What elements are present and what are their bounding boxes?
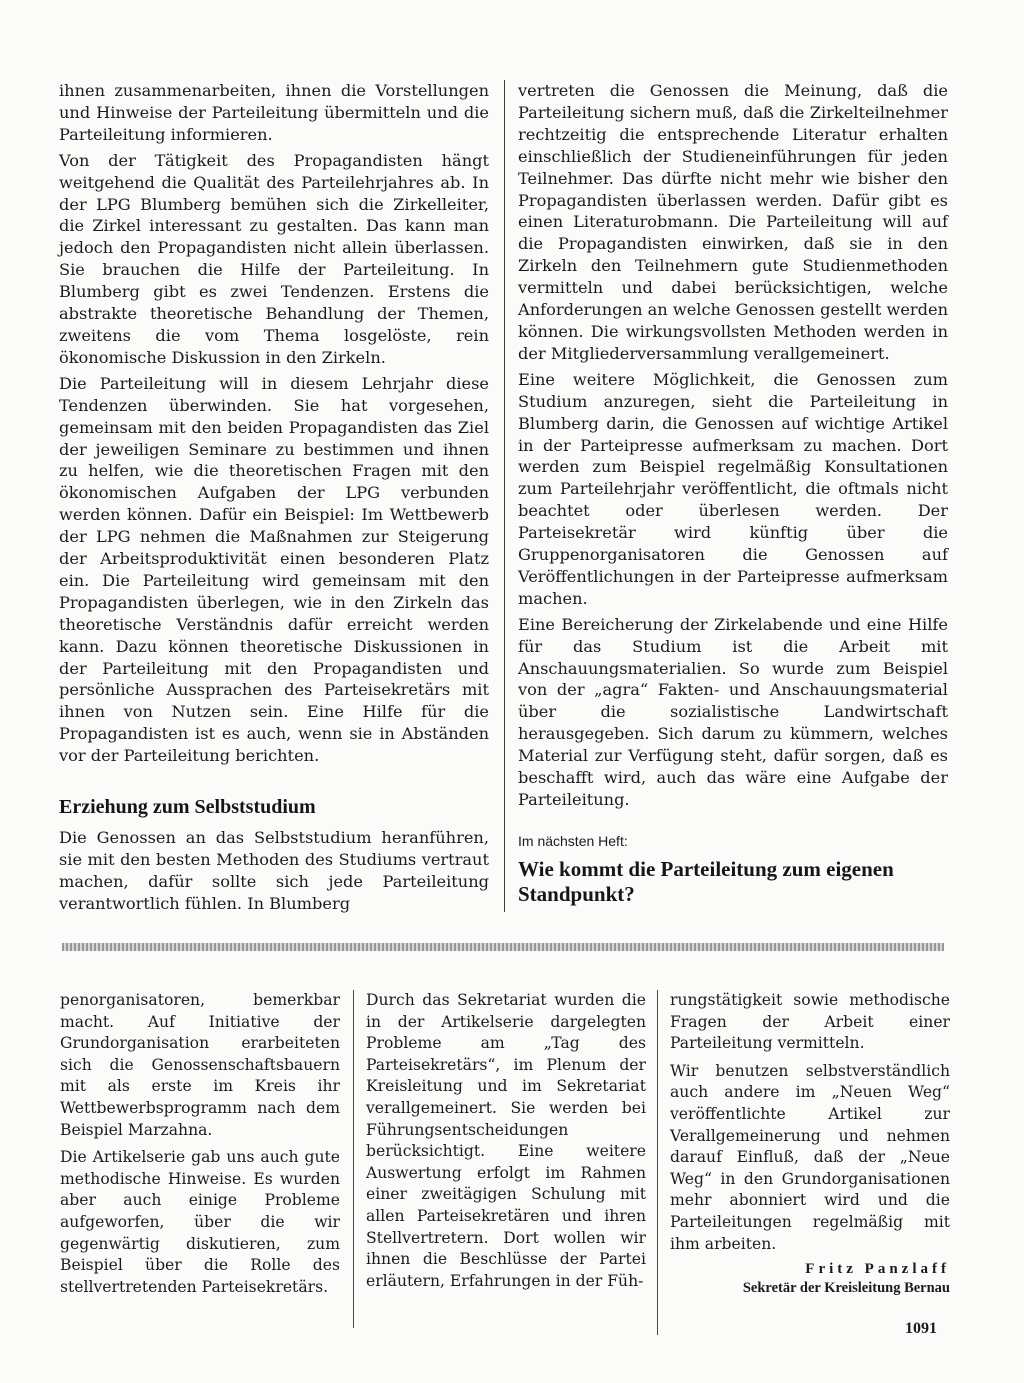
paragraph: Die Genossen an das Selbststudium heranführen, sie mit den besten Methoden des Studiums vertraut machen, dafür sollte sich jede Parteileitung verantwortlich fühlen. In Blumberg bbox=[59, 828, 489, 913]
paragraph: Von der Tätigkeit des Propagandisten hängt weitgehend die Qualität des Parteilehrjahres ab. In der LPG Blumberg bemühen sich die Zirkelleiter, die Zirkel interessant zu gestalten. Das kann man jedoch den Propagandisten nicht allein überlassen. Sie brauchen die Hilfe der Parteileitung. In Blumberg gibt es zwei Tendenzen. Erstens die abstrakte theoretische Behandlung der Themen, zweitens die vom Thema losgelöste, rein ökonomische Diskussion in den Zirkeln. bbox=[59, 150, 489, 367]
column-divider bbox=[353, 990, 354, 1328]
article-column-bottom-3 bbox=[670, 990, 950, 1297]
paragraph: ihnen zusammenarbeiten, ihnen die Vorstellungen und Hinweise der Parteileitung übermitteln und die Parteileitung informieren. bbox=[59, 81, 489, 144]
paragraph: penorganisatoren, bemerkbar macht. Auf Initiative der Grundorganisation erarbeiteten sich die Genossenschaftsbauern mit als erste im Kreis ihr Wettbewerbsprogramm nach dem Beispiel Marzahna. bbox=[60, 991, 340, 1139]
paragraph: Wir benutzen selbstverständlich auch andere im „Neuen Weg“ veröffentlichte Artikel zur Verallgemeinerung und nehmen darauf Einfluß, daß der „Neue Weg“ in den Grundorganisationen mehr abonniert wird und die Parteileitungen regelmäßig mit ihm arbeiten. bbox=[670, 1061, 950, 1253]
paragraph: Die Artikelserie gab uns auch gute methodische Hinweise. Es wurden aber auch einige Probleme aufgeworfen, über die wir gegenwärtig diskutieren, zum Beispiel über die Rolle des stellvertretenden Parteisekretärs. bbox=[60, 1148, 340, 1296]
paragraph: Durch das Sekretariat wurden die in der Artikelserie dargelegten Probleme am „Tag des Parteisekretärs“, im Plenum der Kreisleitung und im Sekretariat verallgemeinert. Sie werden bei Führungsentscheidungen berücksichtigt. Eine weitere Auswertung erfolgt im Rahmen einer zweitägigen Schulung mit allen Parteisekretären und ihren Stellvertretern. Dort wollen wir ihnen die Beschlüsse der Partei erläutern, Erfahrungen in der Füh- bbox=[366, 991, 646, 1290]
author-role: Sekretär der Kreisleitung Bernau bbox=[742, 1280, 950, 1297]
column-divider bbox=[657, 990, 658, 1335]
article-column-bottom-2 bbox=[366, 990, 646, 1292]
paragraph: Eine weitere Möglichkeit, die Genossen zum Studium anzuregen, sieht die Parteileitung in Blumberg darin, die Genossen auf wichtige Artikel in der Parteipresse aufmerksam zu machen. Dort werden zum Beispiel regelmäßig Konsultationen zum Parteilehrjahr veröffentlicht, die oftmals nicht beachtet oder überlesen werden. Der Parteisekretär wird künftig über die Gruppenorganisatoren die Genossen auf Veröffentlichungen in der Parteipresse aufmerksam machen. bbox=[518, 369, 948, 608]
paragraph: Eine Bereicherung der Zirkelabende und eine Hilfe für das Studium ist die Arbeit mit Anschauungsmaterialien. So wurde zum Beispiel von der „agra“ Fakten- und Anschauungsmaterial über die sozialistische Landwirtschaft herausgegeben. Sich darum zu kümmern, welches Material zur Verfügung steht, dafür sorgen, daß es beschafft wird, auch das wäre eine Aufgabe der Parteileitung. bbox=[518, 614, 948, 809]
article-column-bottom-1 bbox=[60, 990, 340, 1298]
paragraph: vertreten die Genossen die Meinung, daß die Parteileitung sichern muß, daß die Zirkelteilnehmer rechtzeitig die entsprechende Literatur erhalten einschließlich der Studieneinführungen für jeden Teilnehmer. Das dürfte nicht mehr wie bisher den Propagandisten überlassen werden. Dafür gibt es einen Literaturobmann. Die Parteileitung will auf die Propagandisten einwirken, daß sie in den Zirkeln den Teilnehmern gute Studienmethoden vermitteln und dabei berücksichtigen, welche Anforderungen an welche Genossen gestellt werden können. Die wirkungsvollsten Methoden werden in der Mitgliederversammlung verallgemeinert. bbox=[518, 81, 949, 363]
next-issue-title: Wie kommt die Parteileitung zum eigenen Standpunkt? bbox=[518, 856, 894, 906]
paragraph: Die Parteileitung will in diesem Lehrjahr diese Tendenzen überwinden. Sie hat vorgesehen, gemeinsam mit den beiden Propagandisten das Ziel der jeweiligen Seminare zu bestimmen und ihnen zu helfen, wie die theoretischen Fragen mit den ökonomischen Aufgaben der LPG verbunden werden können. Dafür ein Beispiel: Im Wettbewerb der LPG nehmen die Maßnahmen zur Steigerung der Arbeitsproduktivität einen besonderen Platz ein. Die Parteileitung wird gemeinsam mit den Propagandisten überlegen, wie in den Zirkeln das theoretische Verständnis dafür erreicht werden kann. Dazu können theoretische Diskussionen in der Parteileitung mit den Propagandisten und persönliche Aussprachen des Parteisekretärs mit ihnen von Nutzen sein. Eine Hilfe für die Propagandisten ist es auch, wenn sie in Abständen vor der Parteileitung berichten. bbox=[59, 373, 489, 766]
section-heading: Erziehung zum Selbststudium bbox=[59, 796, 316, 819]
paragraph: rungstätigkeit sowie methodische Fragen der Arbeit einer Parteileitung vermitteln. bbox=[670, 991, 950, 1053]
section-separator-band bbox=[62, 943, 944, 951]
column-divider bbox=[504, 80, 505, 912]
article-column-top-right bbox=[518, 80, 948, 907]
next-issue-label: Im nächsten Heft: bbox=[518, 832, 628, 849]
article-column-top-left bbox=[59, 80, 489, 915]
page-number: 1091 bbox=[905, 1320, 937, 1337]
author-name: Fritz Panzlaff bbox=[805, 1261, 950, 1278]
